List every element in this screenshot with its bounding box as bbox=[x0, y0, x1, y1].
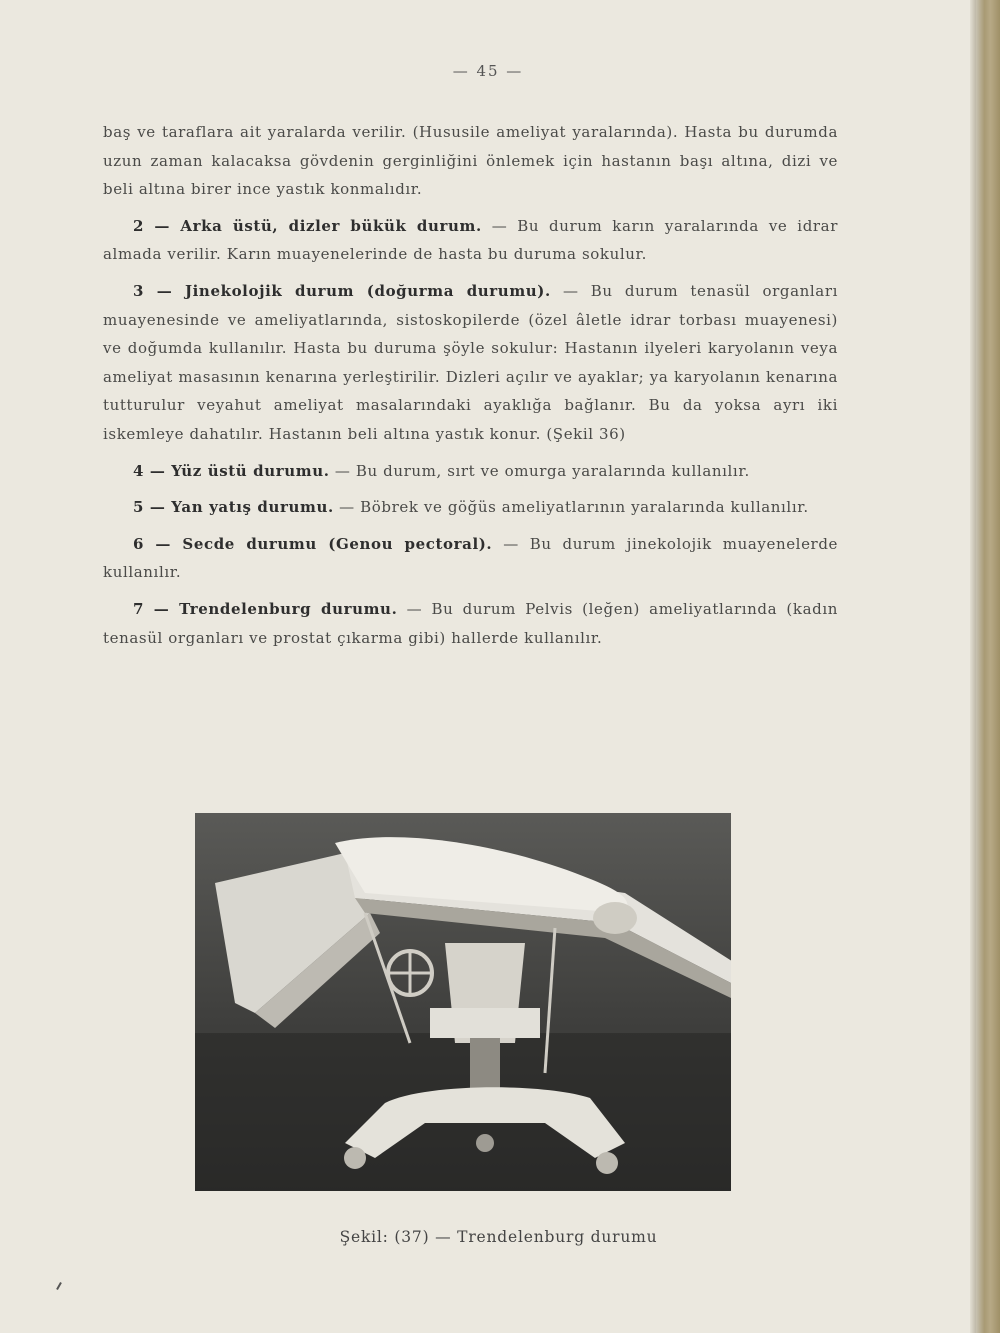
figure-trendelenburg-photo bbox=[195, 813, 731, 1191]
paragraph-7 bbox=[103, 595, 838, 652]
pencil-mark bbox=[56, 1282, 62, 1290]
paragraph-heading: 7 — Trendelenburg durumu. bbox=[133, 599, 398, 618]
paragraph-heading: 4 — Yüz üstü durumu. bbox=[133, 461, 330, 480]
paragraph-text: — Böbrek ve göğüs ameliyatlarının yaralarında kullanılır. bbox=[333, 498, 809, 517]
paragraph-text: — Bu durum jinekolojik muayenelerde kullanılır. bbox=[103, 534, 838, 582]
operating-table-illustration bbox=[195, 813, 731, 1191]
paragraph-1 bbox=[103, 118, 838, 204]
paragraph-text: — Bu durum tenasül organları muayenesinde ve ameliyatlarında, sistoskopilerde (özel âletle idrar torbası muayenesi) ve doğumda kullanılır. Hasta bu duruma şöyle sokulur: Hastanın ilyeleri karyolanın veya ameliyat masasının kenarına yerleştirilir. Dizleri açılır ve ayaklar; ya karyolanın kenarına tutturulur veyahut ameliyat masalarındaki ayaklığa bağlanır. Bu da yoksa ayrı iki iskemleye dahatılır. Hastanın beli altına yastık konur. (Şekil 36) bbox=[103, 281, 838, 443]
body-text bbox=[103, 118, 838, 660]
paragraph-heading: 5 — Yan yatış durumu. bbox=[133, 498, 334, 517]
paragraph-text: — Bu durum, sırt ve omurga yaralarında kullanılır. bbox=[329, 461, 750, 480]
caption-text: Şekil: (37) — Trendelenburg durumu bbox=[339, 1228, 658, 1246]
page-number: — 45 — bbox=[452, 62, 524, 80]
paragraph-3 bbox=[103, 277, 838, 449]
paragraph-2 bbox=[103, 212, 838, 269]
paragraph-text: — Bu durum Pelvis (leğen) ameliyatlarında (kadın tenasül organları ve prostat çıkarma gibi) hallerde kullanılır. bbox=[103, 599, 838, 647]
paragraph-heading: 3 — Jinekolojik durum (doğurma durumu). bbox=[133, 281, 551, 300]
paragraph-heading: 2 — Arka üstü, dizler bükük durum. bbox=[133, 216, 482, 235]
paragraph-4 bbox=[103, 457, 838, 486]
paragraph-5 bbox=[103, 493, 838, 522]
figure-caption bbox=[0, 1228, 912, 1246]
paragraph-heading: 6 — Secde durumu (Genou pectoral). bbox=[133, 534, 493, 553]
book-cover-edge bbox=[976, 0, 1000, 1333]
paragraph-text: baş ve taraflara ait yaralarda verilir. (Hususile ameliyat yaralarında). Hasta bu durumda uzun zaman kalacaksa gövdenin gerginliğini önlemek için hastanın başı altına, dizi ve beli altına birer ince yastık konmalıdır. bbox=[103, 123, 838, 199]
paragraph-text: — Bu durum karın yaralarında ve idrar almada verilir. Karın muayenelerinde de hasta bu duruma sokulur. bbox=[103, 216, 838, 264]
paragraph-6 bbox=[103, 530, 838, 587]
